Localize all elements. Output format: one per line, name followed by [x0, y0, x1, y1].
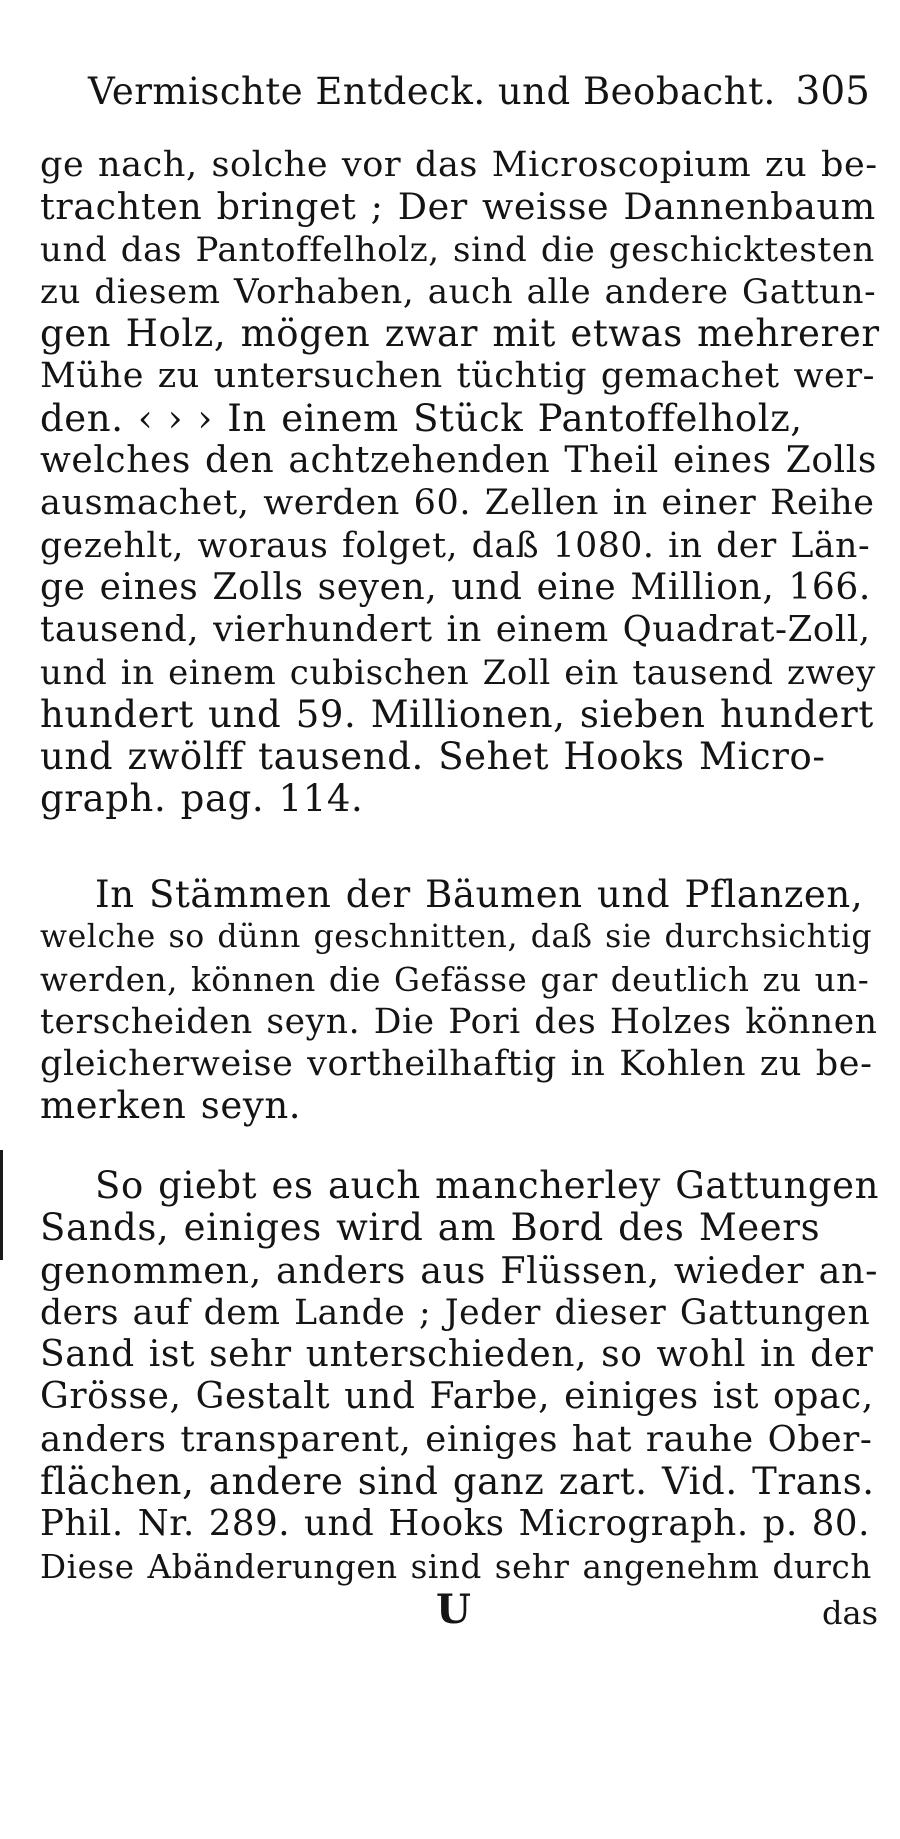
text-line: anders transparent, einiges hat rauhe Ober- [40, 1418, 873, 1460]
paragraph-1 [40, 144, 880, 821]
text-line: merken seyn. [40, 1084, 302, 1128]
text-line: werden, können die Gefässe gar deutlich zu un- [40, 960, 870, 999]
text-line: und zwölff tausend. Sehet Hooks Micro- [40, 735, 826, 779]
text-line: terscheiden seyn. Die Pori des Holzes können [40, 1001, 878, 1042]
text-line: Mühe zu untersuchen tüchtig gemachet wer- [40, 356, 876, 397]
text-line: gezehlt, woraus folget, daß 1080. in der Län- [40, 525, 871, 566]
catchword: das [822, 1594, 878, 1632]
text-line: welches den achtzehenden Theil eines Zolls [40, 440, 877, 482]
text-line: genommen, anders aus Flüssen, wieder an- [40, 1248, 879, 1292]
text-line: zu diesem Vorhaben, auch alle andere Gattun- [40, 271, 877, 312]
page-header [88, 62, 878, 122]
text-line: Sands, einiges wird am Bord des Meers [40, 1206, 821, 1250]
page-edge-mark [0, 1150, 3, 1260]
text-line: ge eines Zolls seyen, und eine Million, 166. [40, 566, 871, 608]
text-line: und das Pantoffelholz, sind die geschicktesten [40, 229, 875, 270]
text-line: ge nach, solche vor das Microscopium zu be- [40, 145, 878, 185]
text-line: und in einem cubischen Zoll ein tausend zwey [40, 652, 876, 693]
text-line: Sand ist sehr unterschieden, so wohl in der [40, 1334, 874, 1376]
text-line: tausend, vierhundert in einem Quadrat-Zoll, [40, 609, 871, 651]
text-line: ders auf dem Lande ; Jeder dieser Gattungen [40, 1292, 871, 1333]
text-line: ausmachet, werden 60. Zellen in einer Reihe [40, 483, 875, 524]
text-line: hundert und 59. Millionen, sieben hundert [40, 692, 874, 736]
page-footer [0, 1585, 900, 1645]
text-line: Phil. Nr. 289. und Hooks Micrograph. p. 80. [40, 1503, 871, 1545]
text-line: trachten bringet ; Der weisse Dannenbaum [40, 185, 876, 229]
text-line: graph. pag. 114. [40, 777, 364, 821]
text-line: flächen, andere sind ganz zart. Vid. Trans. [40, 1460, 875, 1504]
page-number: 305 [795, 69, 870, 114]
paragraph-2 [40, 874, 880, 1128]
paragraph-3 [40, 1165, 880, 1588]
text-line: So giebt es auch mancherley Gattungen [95, 1164, 880, 1207]
text-line: gleicherweise vortheilhaftig in Kohlen zu be- [40, 1044, 873, 1085]
text-line: Grösse, Gestalt und Farbe, einiges ist opac, [40, 1376, 874, 1418]
text-line: Diese Abänderungen sind sehr angenehm durch [40, 1547, 872, 1586]
signature-mark: U [436, 1586, 471, 1633]
text-line: In Stämmen der Bäumen und Pflanzen, [95, 873, 864, 916]
running-title: Vermischte Entdeck. und Beobacht. [88, 70, 776, 113]
text-line: den. ‹ › › In einem Stück Pantoffelholz, [40, 396, 803, 440]
text-line: gen Holz, mögen zwar mit etwas mehrerer [40, 312, 880, 356]
text-line: welche so dünn geschnitten, daß sie durchsichtig [40, 919, 873, 956]
